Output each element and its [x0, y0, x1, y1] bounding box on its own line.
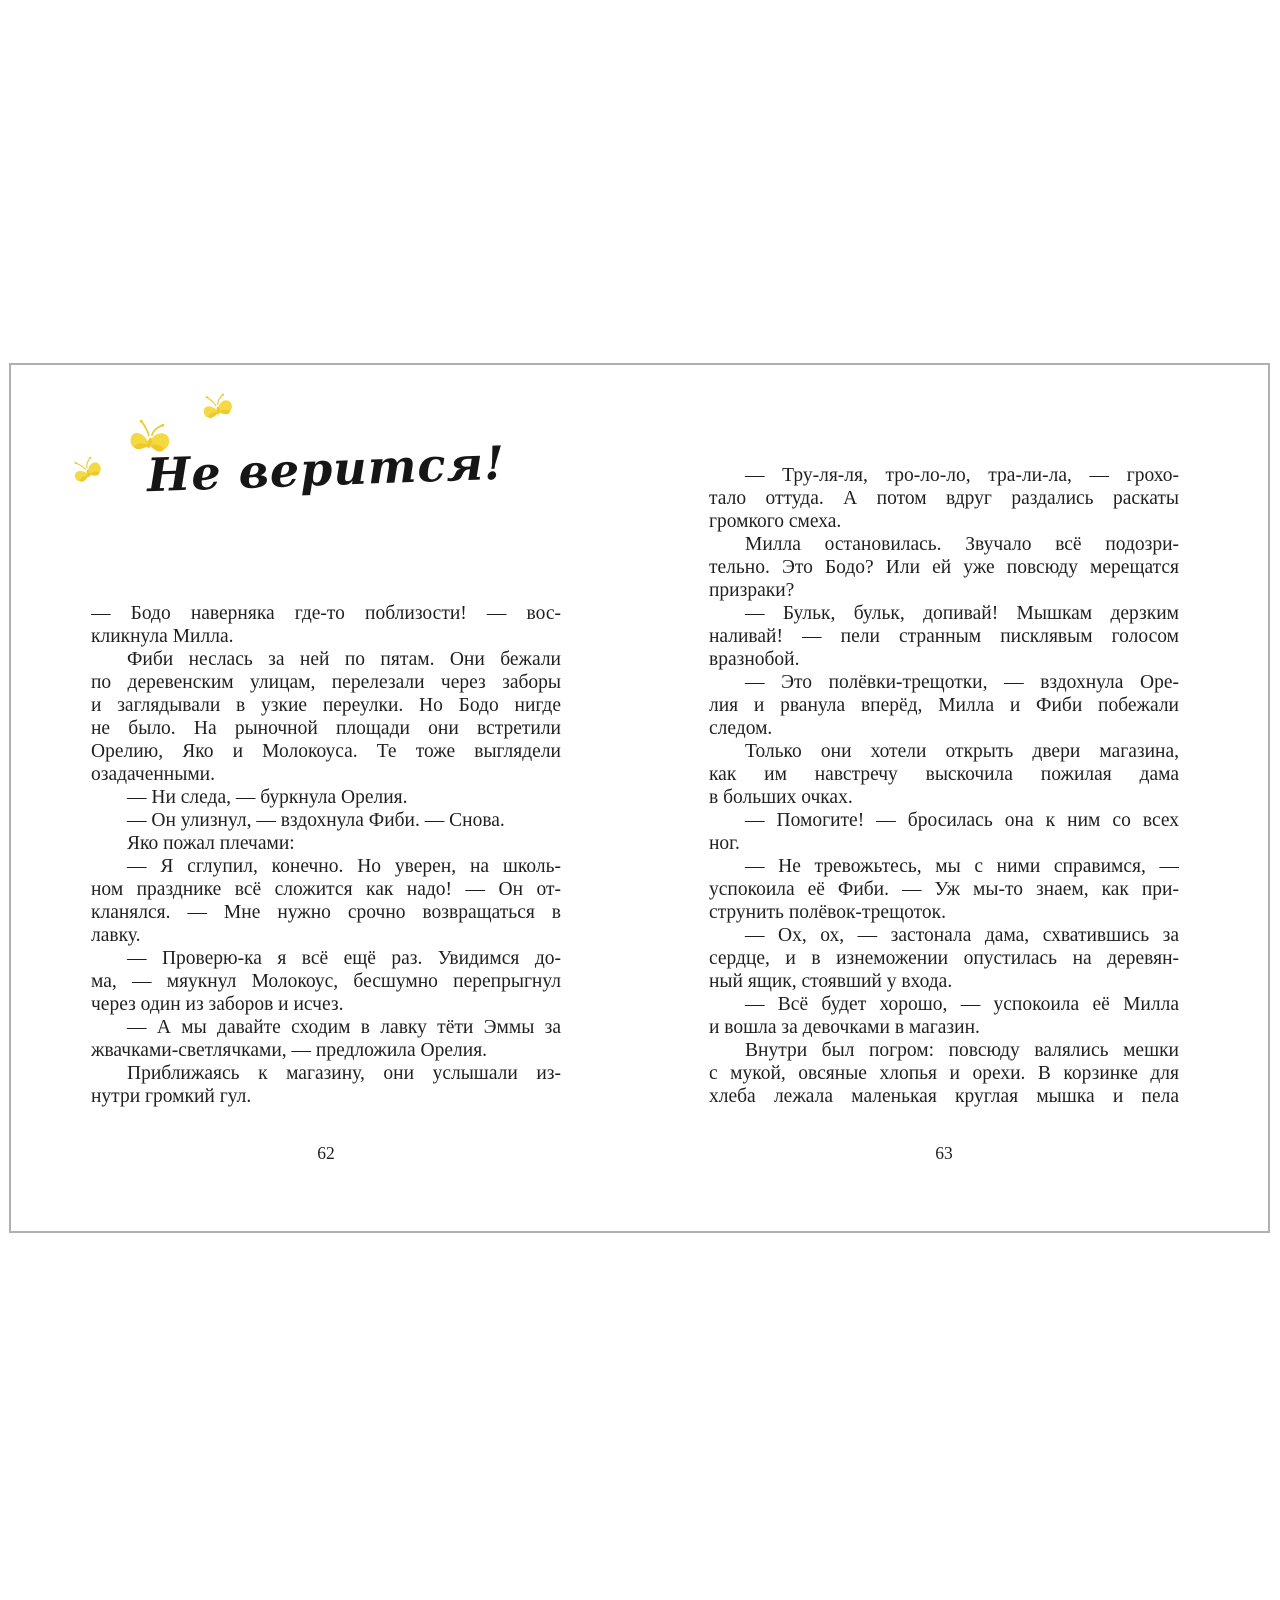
text-line: Милла остановилась. Звучало всё подозри- [745, 534, 1179, 555]
text-line: — Помогите! — бросилась она к ним со всех [745, 810, 1179, 831]
text-line: кланялся. — Мне нужно срочно возвращаться в [91, 902, 561, 923]
text-line: сердце, и в изнеможении опустилась на деревян- [709, 948, 1179, 969]
text-line: — Проверю-ка я всё ещё раз. Увидимся до- [127, 948, 561, 969]
text-line: — Это полёвки-трещотки, — вздохнула Оре- [745, 672, 1179, 693]
text-line: тало оттуда. А потом вдруг раздались раскаты [709, 488, 1179, 509]
text-line: с мукой, овсяные хлопья и орехи. В корзинке для [709, 1063, 1179, 1084]
book-spread [9, 363, 1270, 1233]
text-line: в больших очках. [709, 787, 853, 808]
text-line: по деревенским улицам, перелезали через заборы [91, 672, 561, 693]
text-line: и вошла за девочками в магазин. [709, 1017, 980, 1038]
text-line: ный ящик, стоявший у входа. [709, 971, 953, 992]
text-line: ног. [709, 833, 740, 854]
page-number-left: 62 [317, 1143, 335, 1163]
text-line: озадаченными. [91, 764, 215, 785]
text-line: Орелию, Яко и Молокоуса. Те тоже выглядели [91, 741, 561, 762]
text-line: — Он улизнул, — вздохнула Фиби. — Снова. [127, 810, 505, 831]
text-line: как им навстречу выскочила пожилая дама [709, 764, 1179, 785]
text-line: Внутри был погром: повсюду валялись мешки [745, 1040, 1179, 1061]
page-number-right: 63 [935, 1143, 953, 1163]
text-line: Только они хотели открыть двери магазина, [745, 741, 1179, 762]
text-line: призраки? [709, 580, 795, 601]
text-line: Приближаясь к магазину, они услышали из- [127, 1063, 561, 1084]
text-line: Фиби неслась за ней по пятам. Они бежали [127, 649, 561, 670]
text-line: жвачками-светлячками, — предложила Орелия. [91, 1040, 488, 1061]
text-line: через один из заборов и исчез. [91, 994, 344, 1015]
text-line: лия и рванула вперёд, Милла и Фиби побежали [709, 695, 1179, 716]
text-line: струнить полёвок-трещоток. [709, 902, 946, 923]
text-line: не было. На рыночной площади они встретили [91, 718, 561, 739]
text-line: и заглядывали в узкие переулки. Но Бодо нигде [91, 695, 561, 716]
text-line: Яко пожал плечами: [127, 833, 295, 854]
text-line: вразнобой. [709, 649, 800, 670]
text-line: — Не тревожьтесь, мы с ними справимся, — [745, 856, 1179, 877]
text-line: — Всё будет хорошо, — успокоила её Милла [745, 994, 1179, 1015]
text-line: успокоила её Фиби. — Уж мы-то знаем, как при- [709, 879, 1179, 900]
text-line: нутри громкий гул. [91, 1086, 252, 1107]
page-right-text [709, 464, 1179, 1108]
text-line: громкого смеха. [709, 511, 842, 532]
text-line: ном празднике всё сложится как надо! — Он от- [91, 879, 561, 900]
text-line: — Бульк, бульк, допивай! Мышкам дерзким [745, 603, 1179, 624]
page-left-text [91, 602, 561, 1108]
text-line: — Я сглупил, конечно. Но уверен, на школь- [127, 856, 561, 877]
text-line: лавку. [91, 925, 141, 946]
text-line: — Тру-ля-ля, тро-ло-ло, тра-ли-ла, — грохо- [745, 465, 1179, 486]
text-line: — Бодо наверняка где-то поблизости! — вос- [91, 603, 561, 624]
text-line: тельно. Это Бодо? Или ей уже повсюду мерещатся [709, 557, 1179, 578]
butterfly-icon [197, 388, 240, 431]
text-line: наливай! — пели странным писклявым голосом [709, 626, 1179, 647]
text-line: — Ни следа, — буркнула Орелия. [127, 787, 408, 808]
text-line: хлеба лежала маленькая круглая мышка и пела [709, 1086, 1179, 1107]
chapter-title: Не верится! [145, 435, 506, 503]
text-line: ма, — мяукнул Молокоус, бесшумно перепрыгнул [91, 971, 561, 992]
text-line: — А мы давайте сходим в лавку тёти Эммы за [127, 1017, 561, 1038]
text-line: кликнула Милла. [91, 626, 234, 647]
text-line: следом. [709, 718, 773, 739]
text-line: — Ох, ох, — застонала дама, схватившись за [745, 925, 1179, 946]
